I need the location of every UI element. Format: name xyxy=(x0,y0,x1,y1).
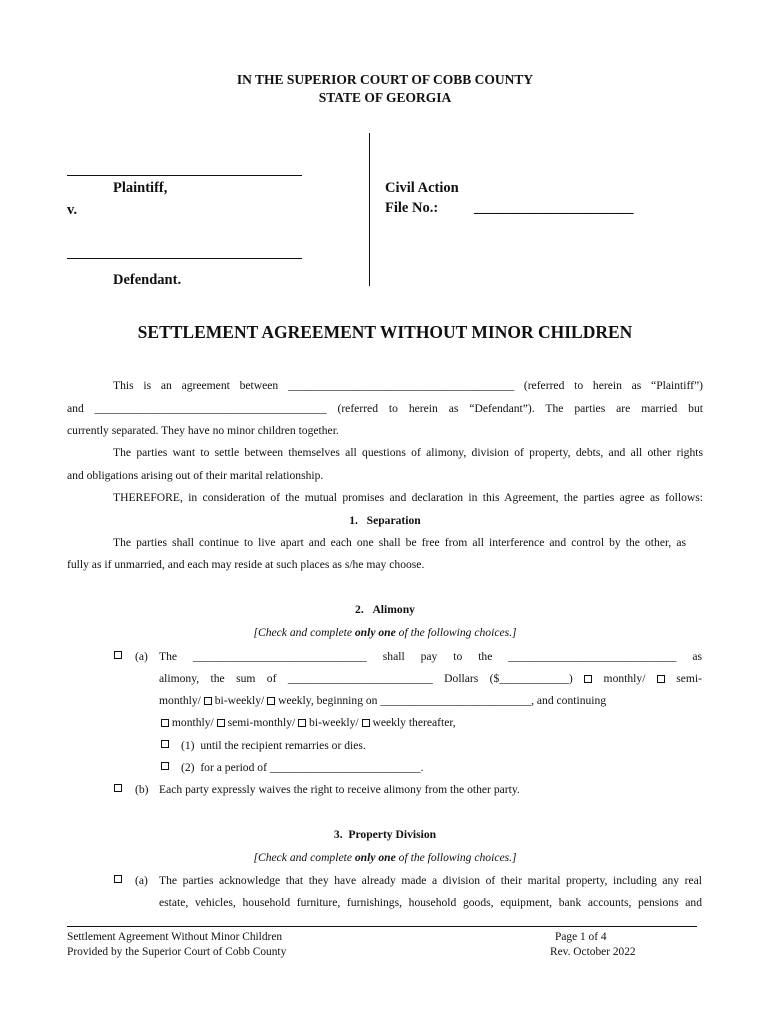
property-option-a-label: (a) xyxy=(135,874,148,887)
monthly-label: monthly/ xyxy=(159,694,201,707)
alimony-waiver-text: Each party expressly waives the right to receive alimony from the other party. xyxy=(159,783,520,796)
footer-page-number: Page 1 of 4 xyxy=(555,931,607,943)
alimony-period-checkbox[interactable] xyxy=(161,762,169,770)
instruction-text: [Check and complete xyxy=(253,626,355,639)
bi-weekly-checkbox[interactable] xyxy=(204,697,212,705)
caption-divider xyxy=(369,133,370,286)
court-state: STATE OF GEORGIA xyxy=(318,90,452,105)
intro-line-6: THEREFORE, in consideration of the mutual promises and declaration in this Agreement, the parties agree as follows: xyxy=(113,491,703,504)
instruction-text: of the following choices.] xyxy=(395,851,517,864)
intro-line-5: and obligations arising out of their marital relationship. xyxy=(67,469,324,482)
section-3-heading: 3. Property Division xyxy=(333,828,437,841)
footer-doc-title: Settlement Agreement Without Minor Children xyxy=(67,931,283,943)
bi-weekly-label: bi-weekly/ xyxy=(309,716,359,729)
plaintiff-name-line xyxy=(67,175,302,176)
plaintiff-label: Plaintiff, xyxy=(113,180,168,196)
instruction-text: [Check and complete xyxy=(253,851,355,864)
weekly-thereafter-checkbox[interactable] xyxy=(362,719,370,727)
bi-weekly-label: bi-weekly/ xyxy=(214,694,265,707)
footer-rule xyxy=(67,926,697,927)
instruction-text: of the following choices.] xyxy=(395,626,517,639)
civil-action-label: Civil Action xyxy=(385,180,459,196)
document-title: SETTLEMENT AGREEMENT WITHOUT MINOR CHILDREN xyxy=(137,322,633,342)
monthly-thereafter-checkbox[interactable] xyxy=(161,719,169,727)
alimony-a-line-4 xyxy=(161,717,456,729)
section-1-heading: 1. Separation xyxy=(349,514,421,527)
intro-line-4: The parties want to settle between themselves all questions of alimony, division of property, debts, and all other rights xyxy=(113,446,703,459)
semi-monthly-label: semi-monthly/ xyxy=(227,716,296,729)
versus-label: v. xyxy=(67,202,78,218)
instruction-emphasis: only one xyxy=(354,851,396,864)
alimony-period-text: (2) for a period of __________________________. xyxy=(181,761,424,774)
alimony-option-a-label: (a) xyxy=(135,650,148,663)
alimony-option-b-checkbox[interactable] xyxy=(114,784,122,792)
property-a-line-2: estate, vehicles, household furniture, furnishings, household goods, equipment, bank accounts, pensions and xyxy=(159,896,702,909)
file-no-blank: ______________________ xyxy=(474,200,634,216)
footer-revision: Rev. October 2022 xyxy=(550,946,636,958)
court-name: IN THE SUPERIOR COURT OF COBB COUNTY xyxy=(236,72,534,87)
monthly-label: monthly/ xyxy=(603,672,646,685)
alimony-until-remarry-checkbox[interactable] xyxy=(161,740,169,748)
weekly-checkbox[interactable] xyxy=(267,697,275,705)
section-2-heading: 2. Alimony xyxy=(355,603,415,616)
intro-line-2: and ________________________________________ (referred to herein as “Defendant”). The parties are married but xyxy=(67,402,703,415)
intro-line-1: This is an agreement between _______________________________________ (referred to herein as “Plaintiff”) xyxy=(113,379,703,392)
section-3-instruction xyxy=(0,851,770,864)
alimony-option-b-label: (b) xyxy=(135,783,149,796)
property-option-a-checkbox[interactable] xyxy=(114,875,122,883)
bi-weekly-thereafter-checkbox[interactable] xyxy=(298,719,306,727)
defendant-name-line xyxy=(67,258,302,259)
instruction-emphasis: only one xyxy=(354,626,396,639)
alimony-sum-text: alimony, the sum of _________________________ Dollars ($____________) xyxy=(159,672,573,685)
semi-monthly-checkbox[interactable] xyxy=(657,675,665,683)
property-a-line-1: The parties acknowledge that they have already made a division of their marital property, including any real xyxy=(159,874,702,887)
intro-line-3: currently separated. They have no minor children together. xyxy=(67,424,339,437)
section-1-line-2: fully as if unmarried, and each may reside at such places as s/he may choose. xyxy=(67,558,425,571)
semi-label: semi- xyxy=(676,672,702,685)
footer-provider: Provided by the Superior Court of Cobb County xyxy=(67,946,287,958)
alimony-a-line-1: The ______________________________ shall pay to the _____________________________ as xyxy=(159,650,702,663)
monthly-label: monthly/ xyxy=(171,716,214,729)
alimony-a-line-3 xyxy=(159,695,606,707)
file-no-label: File No.: xyxy=(385,200,439,216)
alimony-until-remarry-text: (1) until the recipient remarries or dies. xyxy=(181,739,366,752)
defendant-label: Defendant. xyxy=(113,272,182,288)
section-2-instruction xyxy=(0,626,770,639)
alimony-option-a-checkbox[interactable] xyxy=(114,651,122,659)
section-1-line-1: The parties shall continue to live apart and each one shall be free from all interference and control by the other, as xyxy=(113,536,686,549)
weekly-beginning-text: weekly, beginning on __________________________, and continuing xyxy=(278,694,607,707)
alimony-a-line-2 xyxy=(159,673,702,685)
weekly-thereafter-label: weekly thereafter, xyxy=(372,716,456,729)
monthly-checkbox[interactable] xyxy=(584,675,592,683)
semi-monthly-thereafter-checkbox[interactable] xyxy=(217,719,225,727)
